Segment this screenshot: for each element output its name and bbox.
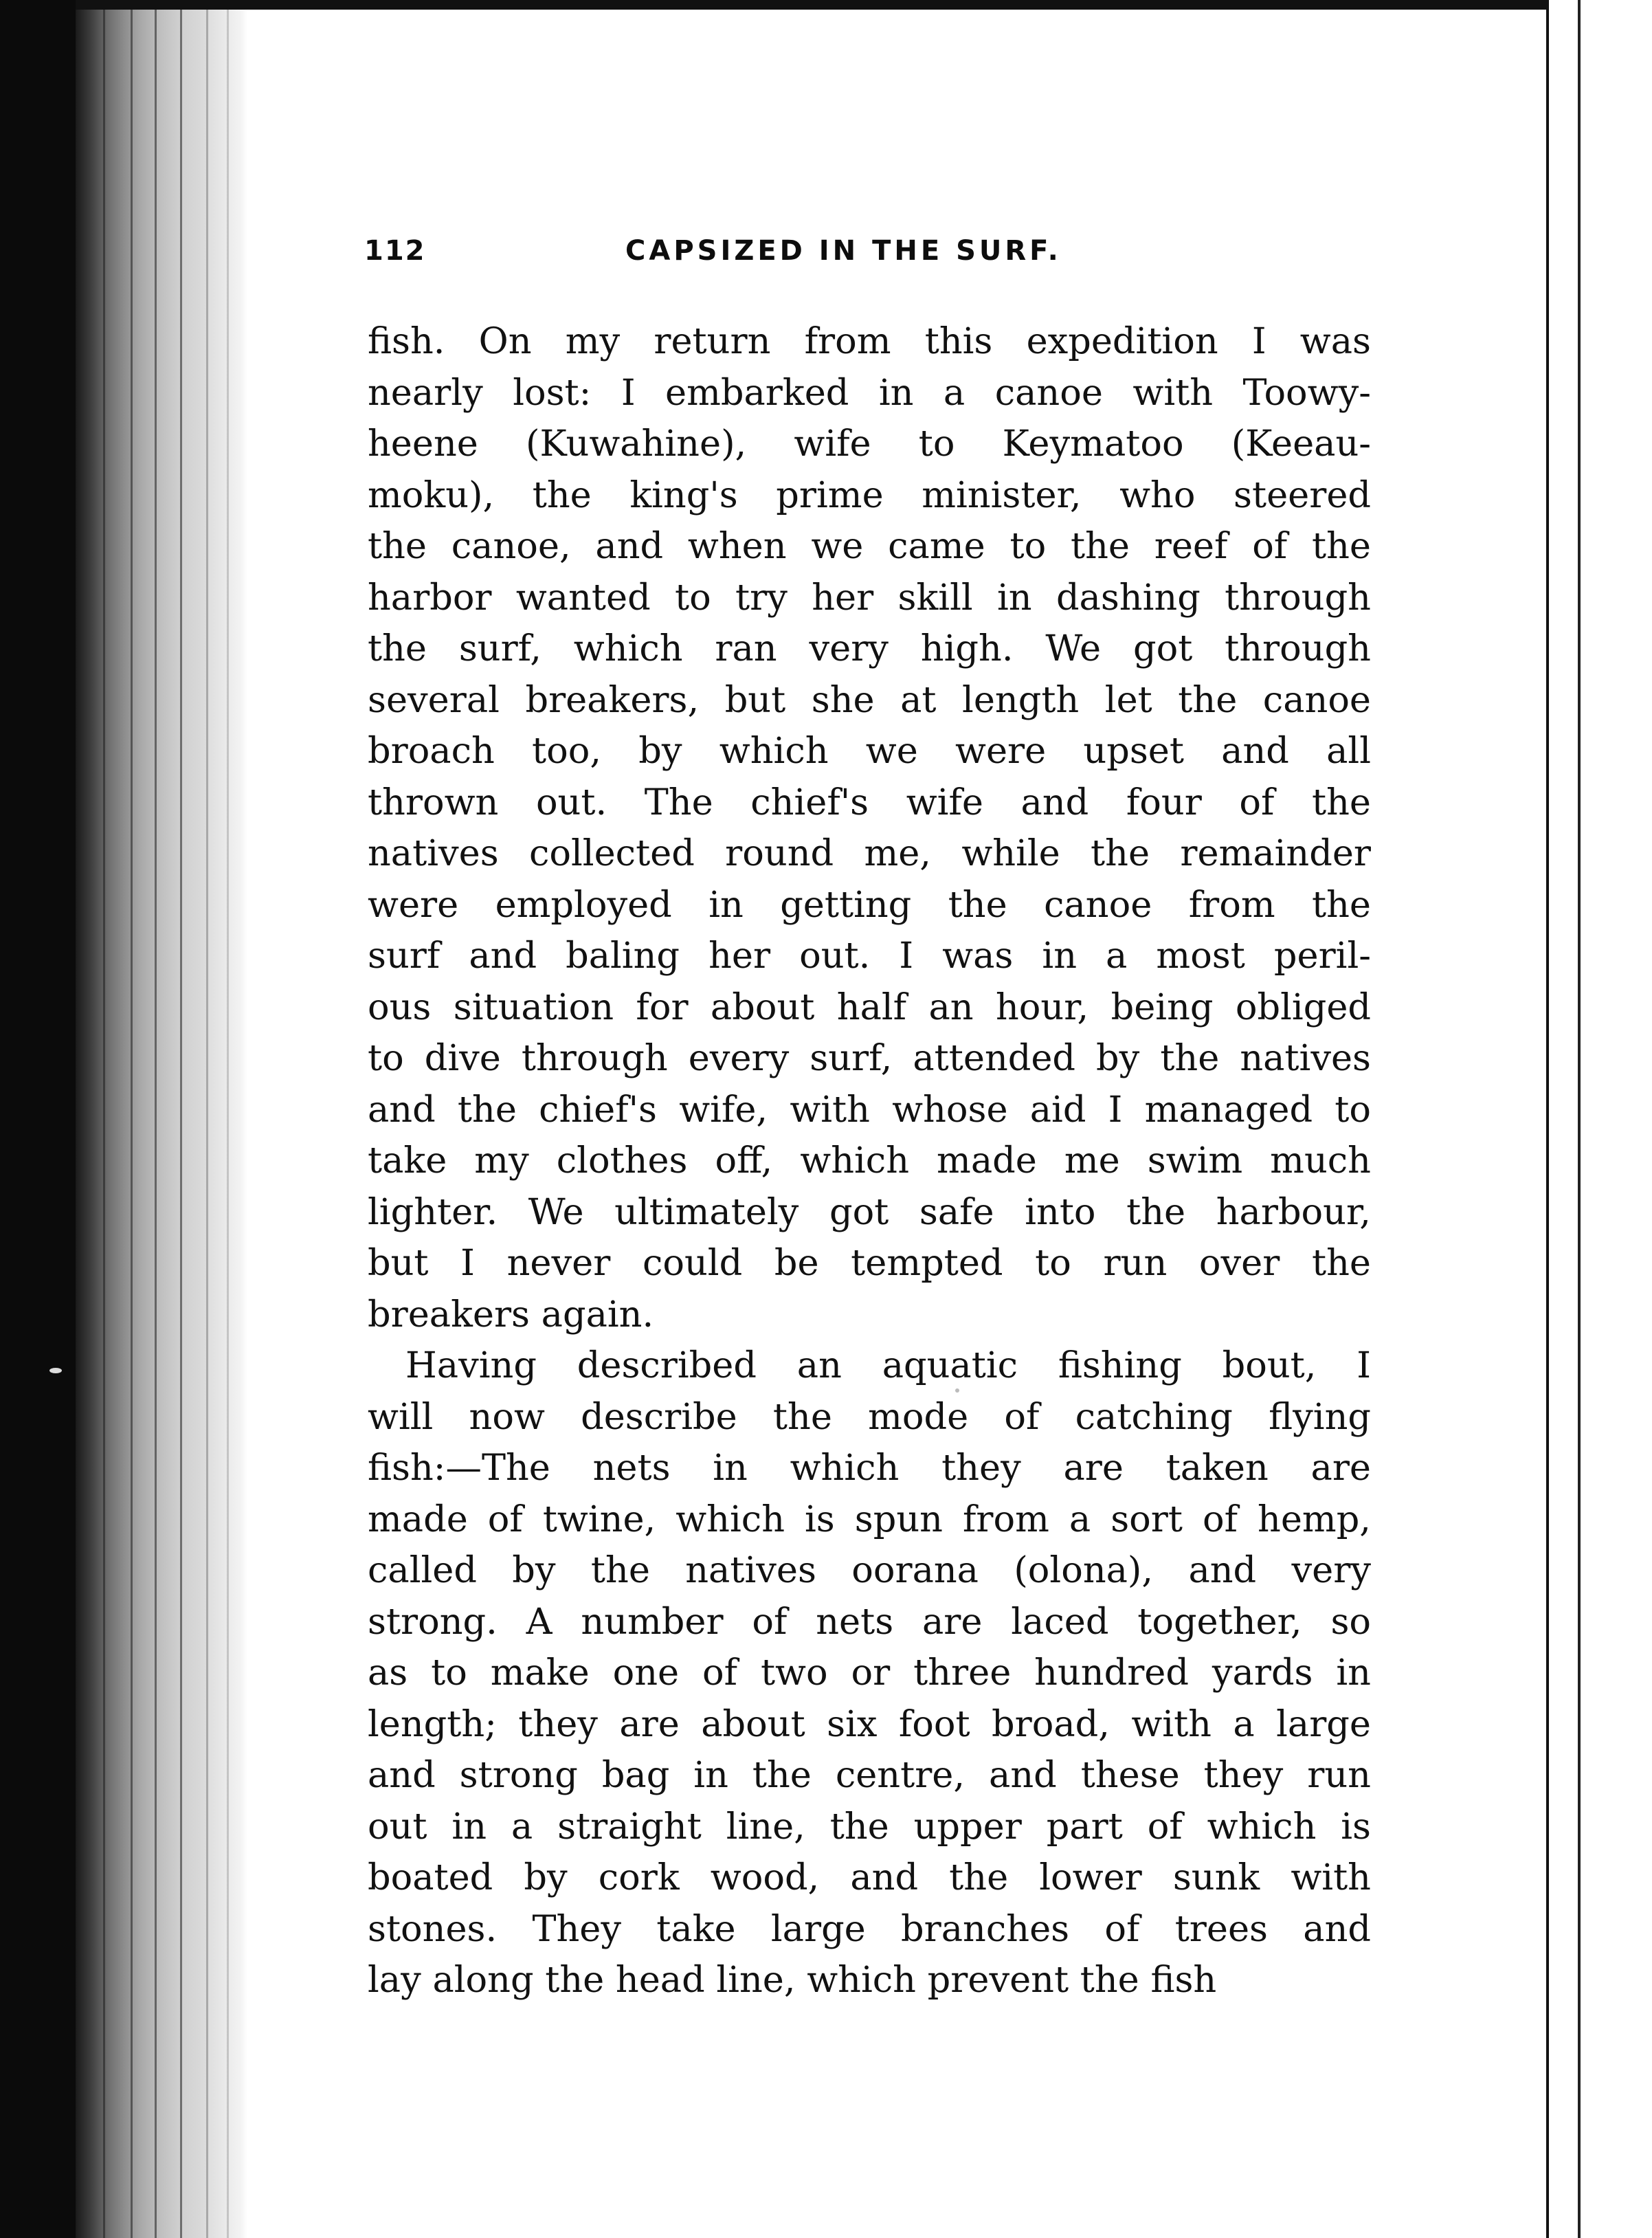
text-line: fish. On my return from this expedition I was — [368, 320, 1371, 362]
page-number: 112 — [364, 235, 426, 267]
scan-speck — [49, 1368, 62, 1373]
text-line: the canoe, and when we came to the reef of the — [368, 525, 1371, 567]
text-line: out in a straight line, the upper part of which is — [368, 1805, 1371, 1848]
page-edge-line — [227, 10, 229, 2238]
text-line: nearly lost: I embarked in a canoe with Toowy- — [368, 371, 1371, 414]
text-line: strong. A number of nets are laced together, so — [368, 1600, 1371, 1643]
text-line: ous situation for about half an hour, being obliged — [368, 986, 1371, 1028]
text-line: stones. They take large branches of trees and — [368, 1907, 1371, 1950]
text-line: harbor wanted to try her skill in dashing through — [368, 576, 1371, 619]
page-edge-line — [155, 10, 157, 2238]
scan-left-border — [0, 0, 76, 2238]
text-line: the surf, which ran very high. We got through — [368, 628, 1371, 669]
text-line: natives collected round me, while the remainder — [368, 832, 1371, 874]
text-line: length; they are about six foot broad, with a large — [368, 1703, 1371, 1745]
paragraph — [368, 1340, 1371, 2006]
text-line: take my clothes off, which made me swim much — [368, 1140, 1371, 1182]
text-line: lay along the head line, which prevent the fish — [368, 1959, 1217, 2001]
page-edge-line — [131, 10, 133, 2238]
text-line: heene (Kuwahine), wife to Keymatoo (Keeau- — [368, 423, 1371, 465]
text-line: boated by cork wood, and the lower sunk with — [368, 1857, 1371, 1898]
text-line: Having described an aquatic fishing bout, I — [405, 1344, 1371, 1386]
page-edge-line — [180, 10, 182, 2238]
text-line: and strong bag in the centre, and these they run — [368, 1754, 1371, 1796]
text-line: fish:—The nets in which they are taken are — [368, 1447, 1371, 1489]
body-text — [368, 316, 1371, 2006]
running-head — [364, 235, 1361, 276]
text-line: thrown out. The chief's wife and four of the — [368, 781, 1371, 823]
text-line: called by the natives oorana (olona), and very — [368, 1549, 1371, 1591]
text-line: and the chief's wife, with whose aid I managed to — [368, 1088, 1371, 1131]
text-line: breakers again. — [368, 1293, 654, 1336]
text-line: as to make one of two or three hundred yards in — [368, 1652, 1371, 1694]
text-line: were employed in getting the canoe from the — [368, 883, 1371, 926]
running-title: CAPSIZED IN THE SURF. — [625, 235, 1062, 267]
paragraph — [368, 316, 1371, 1340]
page-edge-line — [103, 10, 105, 2238]
text-line: surf and baling her out. I was in a most peril- — [368, 935, 1371, 977]
facing-page-edge — [1578, 0, 1581, 2238]
text-line: several breakers, but she at length let the canoe — [368, 678, 1371, 721]
text-line: but I never could be tempted to run over the — [368, 1242, 1371, 1284]
scan-top-border — [0, 0, 1652, 10]
book-page-edges — [76, 10, 247, 2238]
text-line: moku), the king's prime minister, who steered — [368, 474, 1371, 516]
text-line: to dive through every surf, attended by the natives — [368, 1037, 1371, 1079]
text-line: broach too, by which we were upset and all — [368, 730, 1371, 772]
facing-page-strip — [1549, 0, 1652, 2238]
text-line: made of twine, which is spun from a sort of hemp, — [368, 1498, 1371, 1540]
page-edge-line — [206, 10, 208, 2238]
text-line: will now describe the mode of catching flying — [368, 1395, 1371, 1438]
text-line: lighter. We ultimately got safe into the harbour, — [368, 1190, 1371, 1233]
